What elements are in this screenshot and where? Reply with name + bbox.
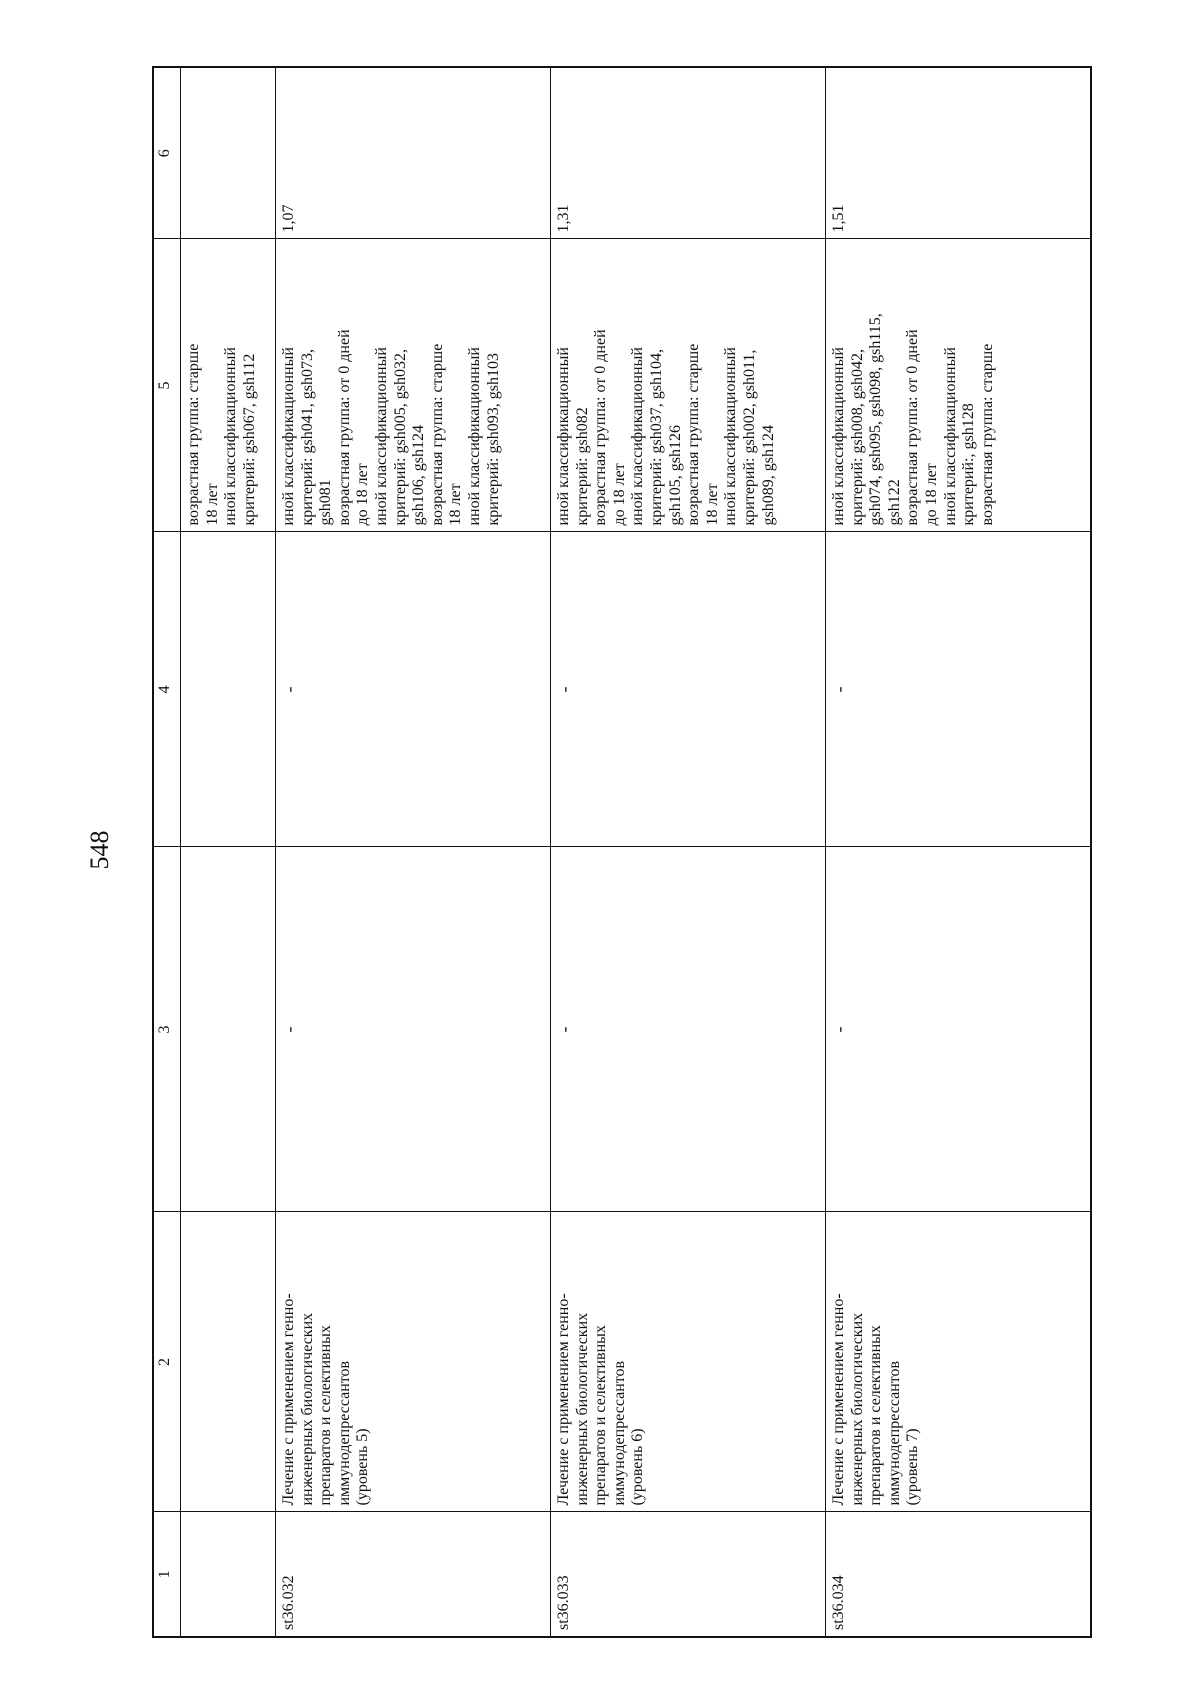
criteria-line: возрастная группа: старше: [978, 343, 996, 526]
col4-cell: -: [276, 532, 551, 847]
criteria-line: критерий: gsh093, gsh103: [484, 353, 502, 526]
name-line: Лечение с применением генно-: [280, 1293, 297, 1506]
criteria-line: возрастная группа: старше: [428, 343, 446, 526]
col-header-6: 6: [153, 67, 181, 239]
criteria-line: gsh105, gsh126: [666, 425, 684, 526]
name-line: инженерных биологических: [298, 1312, 316, 1506]
name-cell: [826, 1212, 1091, 1512]
criteria-line: иной классификационный: [941, 347, 959, 526]
criteria-line: gsh122: [885, 479, 903, 526]
name-cell: [276, 1212, 551, 1512]
criteria-line: возрастная группа: от 0 дней: [592, 329, 610, 526]
name-line: Лечение с применением генно-: [830, 1293, 847, 1506]
coefficient-cell: 1,51: [826, 67, 1091, 239]
code-cell: [181, 1512, 276, 1637]
col-header-3: 3: [153, 847, 181, 1212]
coefficient-cell: 1,31: [551, 67, 826, 239]
name-cell: [551, 1212, 826, 1512]
criteria-line: критерий: gsh005, gsh032,: [391, 349, 409, 526]
code-cell: st36.032: [276, 1512, 551, 1637]
name-cell: [181, 1212, 276, 1512]
criteria-line: gsh089, gsh124: [759, 425, 777, 526]
criteria-cell: [276, 239, 551, 532]
criteria-line: иной классификационный: [629, 347, 647, 526]
criteria-line: gsh106, gsh124: [410, 425, 428, 526]
table-row: [551, 67, 826, 1637]
code-cell: st36.033: [551, 1512, 826, 1637]
name-line: инженерных биологических: [573, 1312, 591, 1506]
criteria-line: до 18 лет: [922, 463, 940, 526]
criteria-line: критерий: gsh037, gsh104,: [647, 349, 665, 526]
criteria-line: критерий: gsh067, gsh112: [240, 353, 258, 526]
name-line: иммунодепрессантов: [610, 1360, 628, 1506]
name-line: Лечение с применением генно-: [555, 1293, 572, 1506]
code-cell: st36.034: [826, 1512, 1091, 1637]
criteria-line: иной классификационный: [830, 347, 847, 526]
col3-cell: -: [826, 847, 1091, 1212]
criteria-line: критерий: gsh082: [573, 407, 591, 526]
criteria-line: возрастная группа: старше: [185, 343, 202, 526]
name-line: препаратов и селективных: [592, 1325, 610, 1506]
criteria-line: gsh074, gsh095, gsh098, gsh115,: [867, 313, 885, 526]
criteria-line: критерий: gsh041, gsh073,: [298, 349, 316, 526]
name-line: (уровень 7): [904, 1428, 922, 1506]
criteria-line: 18 лет: [203, 483, 221, 526]
col-header-5: 5: [153, 239, 181, 532]
criteria-line: критерий:, gsh128: [960, 403, 978, 526]
col4-cell: -: [826, 532, 1091, 847]
criteria-line: gsh081: [317, 479, 335, 526]
criteria-cell: [826, 239, 1091, 532]
criteria-line: иной классификационный: [555, 347, 572, 526]
name-line: (уровень 5): [354, 1428, 372, 1506]
table-row: [181, 67, 276, 1637]
criteria-line: возрастная группа: старше: [685, 343, 703, 526]
criteria-line: 18 лет: [447, 483, 465, 526]
criteria-line: 18 лет: [703, 483, 721, 526]
col3-cell: -: [551, 847, 826, 1212]
coefficient-cell: 1,07: [276, 67, 551, 239]
page-number-text: 548: [85, 830, 114, 870]
col-header-1: 1: [153, 1512, 181, 1637]
criteria-line: до 18 лет: [610, 463, 628, 526]
name-line: препаратов и селективных: [867, 1325, 885, 1506]
name-line: (уровень 6): [629, 1428, 647, 1506]
col3-cell: [181, 847, 276, 1212]
col3-cell: -: [276, 847, 551, 1212]
name-line: инженерных биологических: [848, 1312, 866, 1506]
criteria-line: критерий: gsh002, gsh011,: [740, 349, 758, 526]
criteria-line: возрастная группа: от 0 дней: [335, 329, 353, 526]
col-header-2: 2: [153, 1212, 181, 1512]
table-row: [276, 67, 551, 1637]
name-line: иммунодепрессантов: [885, 1360, 903, 1506]
rotated-table-wrapper: [152, 68, 1087, 1638]
criteria-line: иной классификационный: [465, 347, 483, 526]
criteria-line: иной классификационный: [280, 347, 297, 526]
coefficient-cell: [181, 67, 276, 239]
col4-cell: -: [551, 532, 826, 847]
tariff-table: [152, 66, 1092, 1638]
col-header-4: 4: [153, 532, 181, 847]
criteria-line: до 18 лет: [354, 463, 372, 526]
criteria-line: возрастная группа: от 0 дней: [904, 329, 922, 526]
criteria-cell: [551, 239, 826, 532]
criteria-cell: [181, 239, 276, 532]
criteria-line: иной классификационный: [372, 347, 390, 526]
table-row: [826, 67, 1091, 1637]
col4-cell: [181, 532, 276, 847]
header-row: [153, 67, 181, 1637]
name-line: препаратов и селективных: [317, 1325, 335, 1506]
name-line: иммунодепрессантов: [335, 1360, 353, 1506]
criteria-line: иной классификационный: [722, 347, 740, 526]
criteria-line: критерий: gsh008, gsh042,: [848, 349, 866, 526]
criteria-line: иной классификационный: [222, 347, 240, 526]
